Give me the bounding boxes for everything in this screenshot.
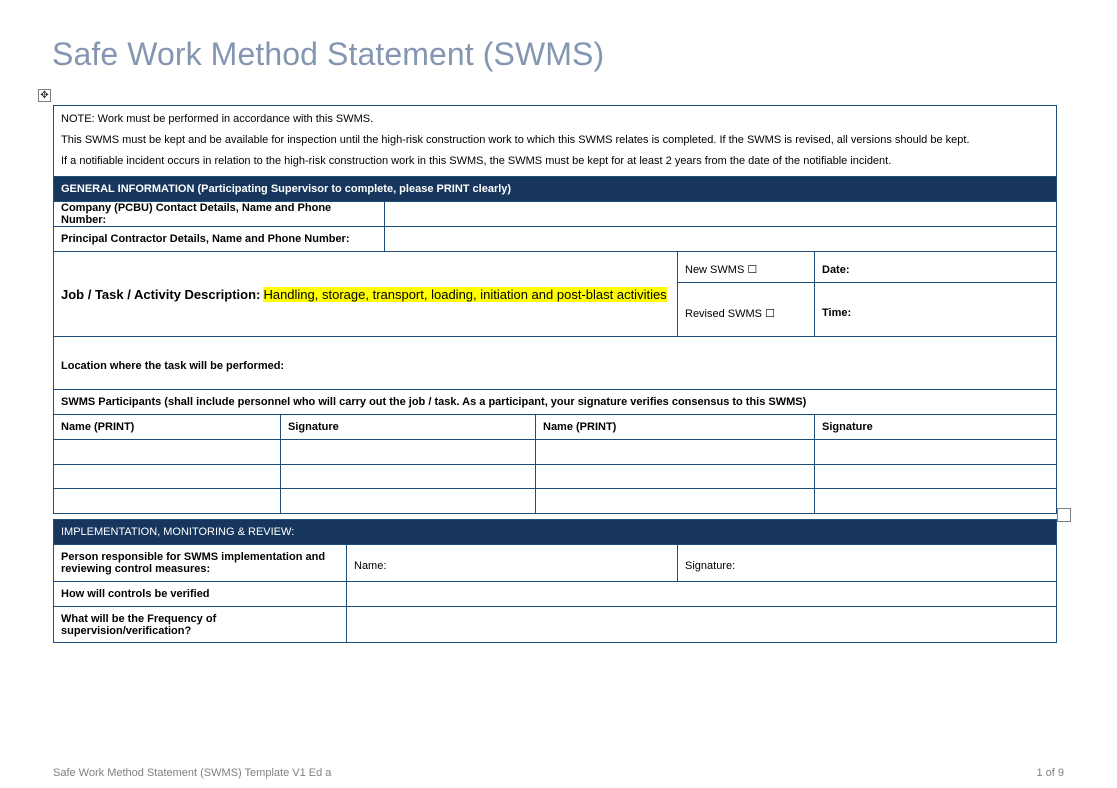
general-information-table	[53, 105, 1057, 514]
participant-name-cell[interactable]	[536, 465, 815, 489]
participant-signature-column-2: Signature	[815, 415, 1057, 440]
participant-signature-column-1: Signature	[281, 415, 536, 440]
participant-row	[54, 465, 1057, 489]
participant-signature-cell[interactable]	[281, 440, 536, 465]
principal-contractor-field[interactable]	[385, 227, 1057, 252]
location-field[interactable]: Location where the task will be performed:	[54, 337, 1057, 390]
participant-row	[54, 489, 1057, 514]
participant-row	[54, 440, 1057, 465]
implementation-header: IMPLEMENTATION, MONITORING & REVIEW:	[54, 520, 1057, 545]
participant-name-cell[interactable]	[54, 489, 281, 514]
responsible-signature-field[interactable]: Signature:	[678, 545, 1057, 582]
new-swms-checkbox[interactable]: ☐	[747, 264, 758, 276]
participant-name-cell[interactable]	[54, 440, 281, 465]
participant-name-column-1: Name (PRINT)	[54, 415, 281, 440]
new-swms-cell[interactable]	[678, 252, 815, 283]
responsible-name-field[interactable]: Name:	[347, 545, 678, 582]
job-description-label: Job / Task / Activity Description:	[61, 287, 261, 302]
note-line-3: If a notifiable incident occurs in relation to the high-risk construction work in this SWMS, the SWMS must be kept for at least 2 years from the date of the notifiable incident.	[61, 155, 892, 167]
principal-contractor-label: Principal Contractor Details, Name and Phone Number:	[54, 227, 385, 252]
company-details-label: Company (PCBU) Contact Details, Name and Phone Number:	[54, 202, 385, 227]
new-swms-label: New SWMS	[685, 264, 745, 276]
revised-swms-cell[interactable]	[678, 283, 815, 337]
frequency-field[interactable]	[347, 607, 1057, 643]
frequency-label: What will be the Frequency of supervision/verification?	[54, 607, 347, 643]
job-description-value: Handling, storage, transport, loading, initiation and post-blast activities	[263, 287, 667, 302]
note-line-2: This SWMS must be kept and be available for inspection until the high-risk construction work to which this SWMS relates is completed. If the SWMS is revised, all versions should be kept.	[61, 134, 970, 146]
participant-name-cell[interactable]	[536, 489, 815, 514]
general-information-header: GENERAL INFORMATION (Participating Supervisor to complete, please PRINT clearly)	[54, 177, 1057, 202]
notes-cell	[54, 106, 1057, 177]
company-details-field[interactable]	[385, 202, 1057, 227]
controls-verified-label: How will controls be verified	[54, 582, 347, 607]
revised-swms-checkbox[interactable]: ☐	[765, 307, 775, 320]
participant-signature-cell[interactable]	[815, 489, 1057, 514]
participant-name-column-2: Name (PRINT)	[536, 415, 815, 440]
job-description-cell[interactable]	[54, 252, 678, 337]
participants-header: SWMS Participants (shall include personnel who will carry out the job / task. As a participant, your signature verifies consensus to this SWMS)	[54, 390, 1057, 415]
participant-signature-cell[interactable]	[281, 489, 536, 514]
participant-name-cell[interactable]	[536, 440, 815, 465]
participant-signature-cell[interactable]	[815, 440, 1057, 465]
footer-page-number: 1 of 9	[1036, 767, 1064, 779]
table-end-marker	[1057, 508, 1071, 522]
note-line-1: NOTE: Work must be performed in accordance with this SWMS.	[61, 113, 374, 125]
participant-signature-cell[interactable]	[815, 465, 1057, 489]
page-title: Safe Work Method Statement (SWMS)	[52, 36, 605, 72]
controls-verified-field[interactable]	[347, 582, 1057, 607]
participant-signature-cell[interactable]	[281, 465, 536, 489]
footer-document-name: Safe Work Method Statement (SWMS) Template V1 Ed a	[53, 767, 332, 779]
time-field[interactable]: Time:	[815, 283, 1057, 337]
participant-name-cell[interactable]	[54, 465, 281, 489]
revised-swms-label: Revised SWMS	[685, 307, 763, 320]
implementation-table	[53, 519, 1057, 643]
date-field[interactable]: Date:	[815, 252, 1057, 283]
table-move-handle-icon[interactable]: ✥	[38, 89, 51, 102]
responsible-person-label: Person responsible for SWMS implementation and reviewing control measures:	[54, 545, 347, 582]
